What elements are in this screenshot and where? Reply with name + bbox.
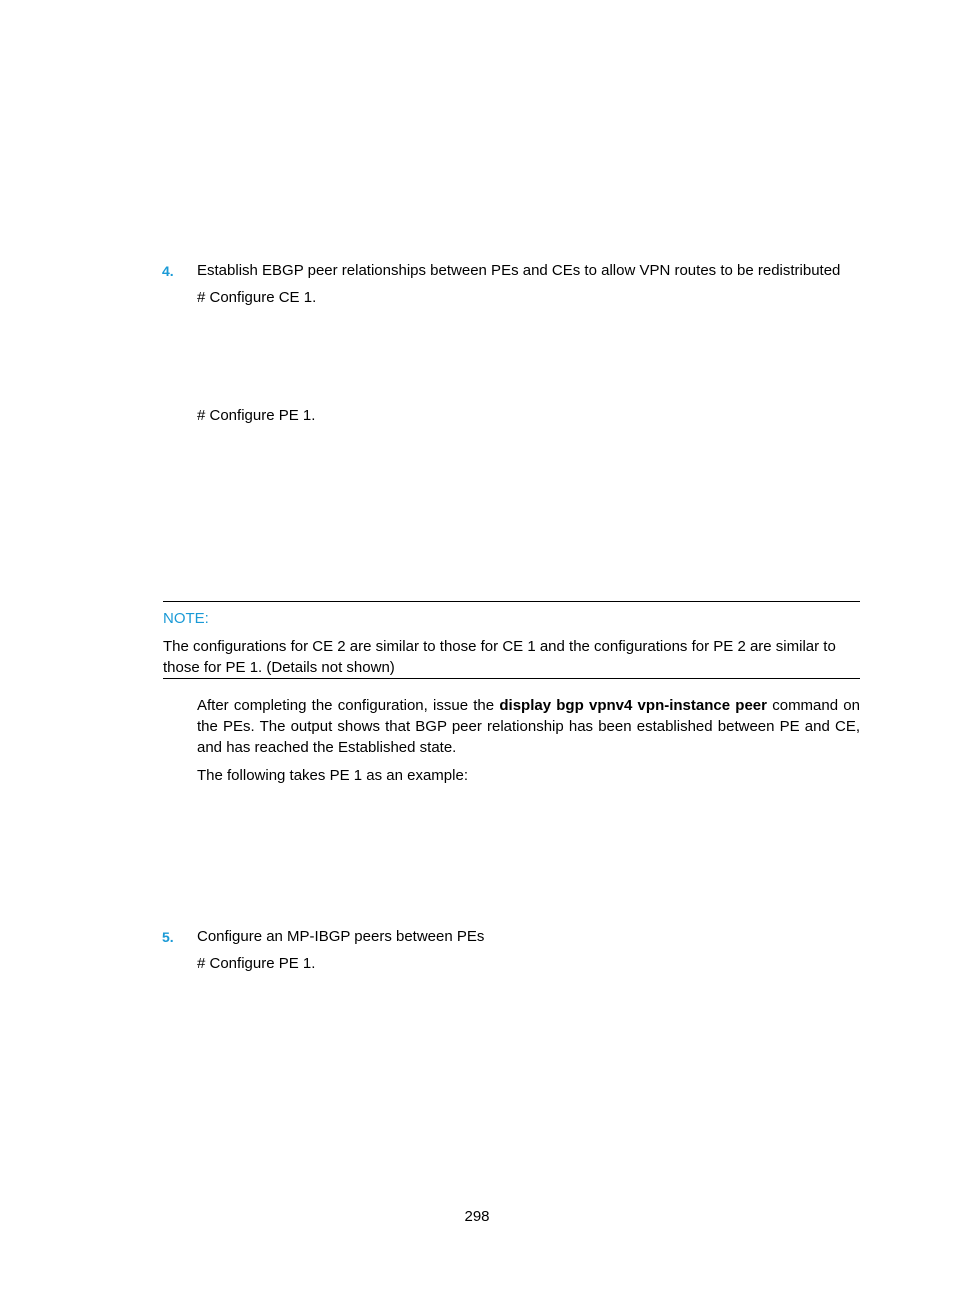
after-config-prefix: After completing the configuration, issue the (197, 697, 500, 714)
page-number: 298 (464, 1208, 490, 1225)
note-bottom-rule (163, 678, 860, 679)
example-intro: The following takes PE 1 as an example: (197, 767, 468, 784)
note-body: The configurations for CE 2 are similar to those for CE 1 and the configurations for PE 2 are similar to those for PE 1. (Details not shown) (163, 638, 836, 676)
step-4-text: Establish EBGP peer relationships between PEs and CEs to allow VPN routes to be redistributed (197, 262, 841, 279)
configure-ce1-comment: # Configure CE 1. (197, 289, 317, 306)
step-5-text: Configure an MP-IBGP peers between PEs (197, 928, 485, 945)
note-label: NOTE: (163, 610, 209, 627)
after-config-suffix: command on the PEs. The output shows that BGP peer relationship has been established between PE and CE, and has reached the Established state. (197, 697, 860, 756)
command-name: display bgp vpnv4 vpn-instance peer (499, 697, 767, 714)
step-4-number: 4. (162, 263, 174, 279)
configure-pe1-comment-step5: # Configure PE 1. (197, 955, 316, 972)
step-5-number: 5. (162, 929, 174, 945)
after-config-paragraph (197, 695, 860, 758)
note-top-rule (163, 601, 860, 602)
configure-pe1-comment: # Configure PE 1. (197, 407, 316, 424)
